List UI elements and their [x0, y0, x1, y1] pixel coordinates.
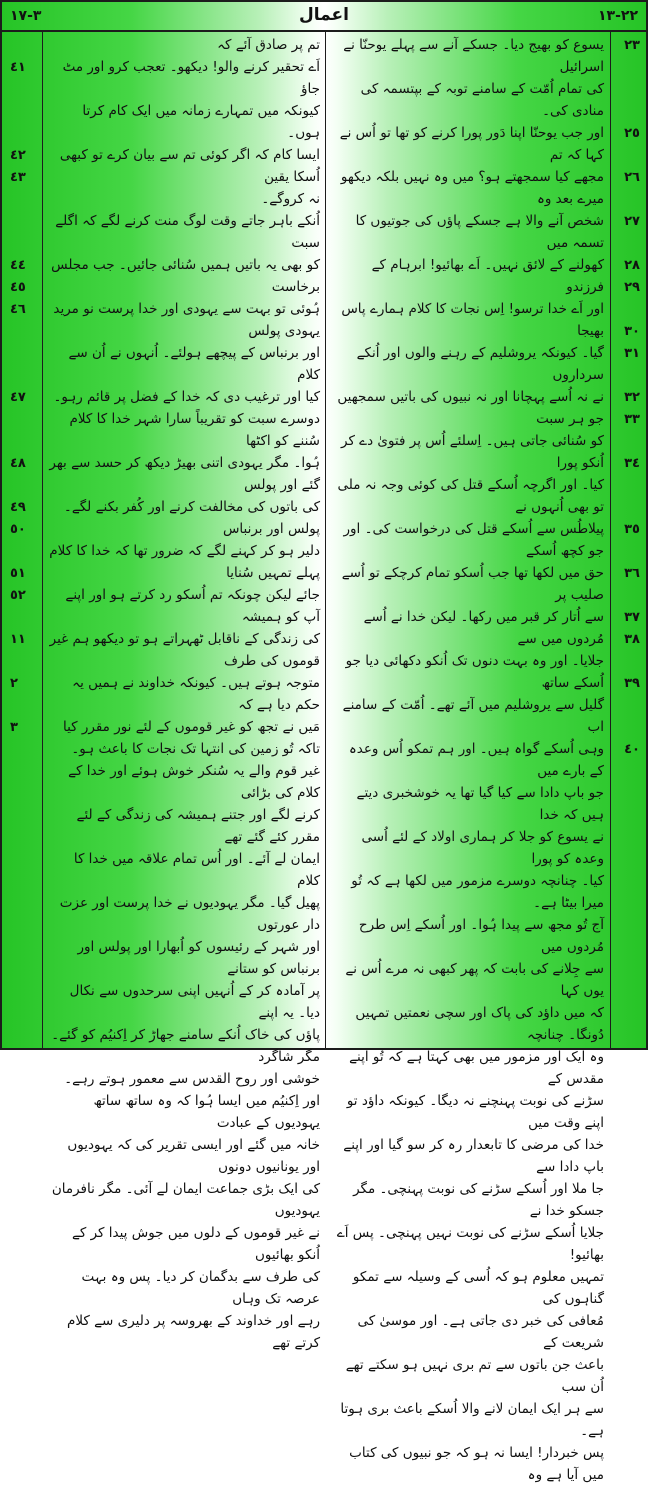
book-title: اعمال — [299, 5, 349, 25]
text-line: یسوع کو بھیج دیا۔ جسکے آنے سے پہلے یوحنّا نے اسرائیل — [343, 37, 604, 75]
left-text-column — [48, 34, 320, 1351]
text-line: پس خبردار! ایسا نہ ہو کہ جو نبیوں کی کتاب میں آیا ہے وہ — [349, 1445, 604, 1483]
verse-number: ٢٥ — [624, 126, 640, 141]
verse-number: ٥٠ — [10, 522, 26, 537]
verse-number: ٥٢ — [10, 588, 26, 603]
verse-number: ٣١ — [624, 346, 640, 361]
text-line: تم پر صادق آئے کہ — [217, 37, 320, 53]
right-margin-divider — [610, 30, 611, 1048]
verse-number: ٣٧ — [624, 610, 640, 625]
left-margin-divider — [42, 30, 43, 1048]
text-line: جا ملا اور اُسکے سڑنے کی نوبت پہنچی۔ مگر جسکو خدا نے — [353, 1181, 604, 1219]
verse-number: ٣ — [10, 720, 18, 735]
verse-number: ٢٣ — [624, 38, 640, 53]
chapter-verse-range-right: ٢٢-١٣ — [598, 8, 638, 24]
text-line: کیا۔ اور اگرچہ اُسکے قتل کی کوئی وجہ نہ ملی تو بھی اُنہوں نے — [337, 477, 604, 515]
text-line: اَے تحقیر کرنے والو! دیکھو۔ تعجب کرو اور مٹ جاؤ — [62, 59, 320, 97]
text-line: جائے لیکن چونکہ تم اُسکو رد کرتے ہو اور اپنے آپ کو ہمیشہ — [65, 587, 320, 625]
text-line: خانہ میں گئے اور ایسی تقریر کی کہ یہودیوں اور یونانیوں دونوں — [67, 1137, 320, 1175]
text-line: کی زندگی کے ناقابل ٹھہراتے ہو تو دیکھو ہم غیر قوموں کی طرف — [49, 631, 320, 669]
text-line: خوشی اور روح القدس سے معمور ہوتے رہے۔ — [64, 1071, 320, 1087]
text-line: جلایا اُسکے سڑنے کی نوبت نہیں پہنچی۔ پس اَے بھائیو! — [336, 1225, 604, 1263]
chapter-verse-range-left: ٣-١٧ — [10, 8, 42, 24]
text-line: مَیں نے تجھ کو غیر قوموں کے لئے نور مقرر کیا — [62, 719, 320, 735]
right-text-column — [332, 34, 604, 1483]
text-line: اُنکے باہر جاتے وقت لوگ منت کرنے لگے کہ اگلے سبت — [55, 213, 320, 251]
text-line: نے غیر قوموں کے دلوں میں جوش پیدا کر کے اُنکو بھائیوں — [71, 1225, 320, 1263]
verse-number: ٢ — [10, 676, 18, 691]
text-line: تمہیں معلوم ہو کہ اُسی کے وسیلہ سے تمکو گناہوں کی — [352, 1269, 604, 1307]
text-line: جلایا۔ اور وہ بہت دنوں تک اُنکو دکھائی دیا جو اُسکے ساتھ — [345, 653, 604, 691]
verse-number: ٣٢ — [624, 390, 640, 405]
text-line: کرنے لگے اور جتنے ہمیشہ کی زندگی کے لئے مقرر کئے گئے تھے — [76, 807, 320, 845]
text-line: دلیر ہو کر کہنے لگے کہ ضرور تھا کہ خدا کا کلام پہلے تمہیں سُنایا — [49, 543, 320, 581]
verse-number: ٤٧ — [10, 390, 26, 405]
text-line: پھیل گیا۔ مگر یہودیوں نے خدا پرست اور عزت دار عورتوں — [59, 895, 320, 933]
text-line: مجھے کیا سمجھتے ہو؟ میں وہ نہیں بلکہ دیکھو میرے بعد وہ — [340, 169, 604, 207]
text-line: اور اَے خدا ترسو! اِس نجات کا کلام ہمارے پاس بھیجا — [341, 301, 604, 339]
verse-number: ٣٠ — [624, 324, 640, 339]
text-line: سے ہر ایک ایمان لانے والا اُسکے باعث بری ہوتا ہے۔ — [340, 1401, 604, 1439]
text-line: ایسا کام کہ اگر کوئی تم سے بیان کرے تو کبھی اُسکا یقین — [59, 147, 320, 185]
verse-number: ٤١ — [10, 60, 26, 75]
verse-number: ٣٩ — [624, 676, 640, 691]
verse-number: ٥١ — [10, 566, 26, 581]
text-line: وہی اُسکے گواہ ہیں۔ اور ہم تمکو اُس وعدہ کے بارے میں — [348, 741, 604, 779]
text-line: تاکہ تُو زمین کی انتہا تک نجات کا باعث ہو۔ — [71, 741, 320, 757]
text-line: کو سُنائی جاتی ہیں۔ اِسلئے اُس پر فتویٰ دے کر اُنکو پورا — [341, 433, 604, 471]
text-line: نہ کروگے۔ — [261, 191, 320, 207]
verse-number: ٤٢ — [10, 148, 26, 163]
verse-number: ٣٤ — [624, 456, 640, 471]
text-line: ہُوئی تو بہت سے یہودی اور خدا پرست نو مرید یہودی پولس — [53, 301, 320, 339]
text-line: کی طرف سے بدگمان کر دیا۔ پس وہ بہت عرصہ تک وہاں — [81, 1269, 320, 1307]
verse-number: ٤٠ — [624, 742, 640, 757]
text-line: شخص آنے والا ہے جسکے پاؤں کی جوتیوں کا تسمہ میں — [355, 213, 604, 251]
text-line: پیلاطُس سے اُسکے قتل کی درخواست کی۔ اور جو کچھ اُسکے — [343, 521, 604, 559]
text-line: نے نہ اُسے پہچانا اور نہ نبیوں کی باتیں سمجھیں جو ہر سبت — [337, 389, 604, 427]
verse-number: ٤٨ — [10, 456, 26, 471]
column-divider — [325, 30, 326, 1048]
text-line: اور برنباس کے پیچھے ہولئے۔ اُنہوں نے اُن سے کلام — [68, 345, 320, 383]
verse-number: ٤٥ — [10, 280, 26, 295]
text-line: سے جِلانے کی بابت کہ پھر کبھی نہ مرے اُس نے یوں کہا — [345, 961, 604, 999]
text-line: دوسرے سبت کو تقریباً سارا شہر خدا کا کلام سُننے کو اکٹھا — [69, 411, 320, 449]
verse-number: ٣٨ — [624, 632, 640, 647]
text-line: متوجہ ہوتے ہیں۔ کیونکہ خداوند نے ہمیں یہ حکم دیا ہے کہ — [72, 675, 320, 713]
text-line: کی باتوں کی مخالفت کرنے اور کُفر بکنے لگے۔ پولس اور برنباس — [63, 499, 320, 537]
text-line: غیر قوم والے یہ سُنکر خوش ہوئے اور خدا کے کلام کی بڑائی — [68, 763, 320, 801]
text-line: سڑنے کی نوبت پہنچنے نہ دیگا۔ کیونکہ داؤد تو اپنے وقت میں — [346, 1093, 604, 1131]
text-line: کہ میں داؤد کی پاک اور سچی نعمتیں تمہیں دُونگا۔ چنانچہ — [355, 1005, 604, 1043]
text-line: کی ایک بڑی جماعت ایمان لے آئی۔ مگر نافرمان یہودیوں — [51, 1181, 320, 1219]
verse-number: ٣٦ — [624, 566, 640, 581]
text-line: ایمان لے آئے۔ اور اُس تمام علاقہ میں خدا کا کلام — [73, 851, 320, 889]
text-line: گلیل سے یروشلیم میں آئے تھے۔ اُمّت کے سامنے اب — [342, 697, 604, 735]
page-header — [2, 2, 646, 32]
text-line: ہُوا۔ مگر یہودی اتنی بھیڑ دیکھ کر حسد سے بھر گئے اور پولس — [49, 455, 320, 493]
verse-number: ٢٩ — [624, 280, 640, 295]
verse-number: ١١ — [10, 632, 26, 647]
text-line: سے اُتار کر قبر میں رکھا۔ لیکن خدا نے اُسے مُردوں میں سے — [363, 609, 604, 647]
text-line: اور جب یوحنّا اپنا دَور پورا کرنے کو تھا تو اُس نے کہا کہ تم — [339, 125, 604, 163]
text-line: کھولنے کے لائق نہیں۔ اَے بھائیو! ابرہام کے فرزندو — [371, 257, 604, 295]
text-line: آج تُو مجھ سے پیدا ہُوا۔ اور اُسکے اِس طرح مُردوں میں — [358, 917, 604, 955]
text-line: حق میں لکھا تھا جب اُسکو تمام کرچکے تو اُسے صلیب پر — [341, 565, 604, 603]
text-line: گیا۔ کیونکہ یروشلیم کے رہنے والوں اور اُنکے سرداروں — [356, 345, 604, 383]
text-line: مُعافی کی خبر دی جاتی ہے۔ اور موسیٰ کی شریعت کے — [357, 1313, 604, 1351]
text-line: کیا۔ چنانچہ دوسرے مزمور میں لکھا ہے کہ تُو میرا بیٹا ہے۔ — [351, 873, 604, 911]
text-line: جو باپ دادا سے کیا گیا تھا یہ خوشخبری دیتے ہیں کہ خدا — [356, 785, 604, 823]
text-line: کیونکہ میں تمہارے زمانہ میں ایک کام کرتا ہوں۔ — [82, 103, 320, 141]
verse-number: ٢٦ — [624, 170, 640, 185]
verse-number: ٤٣ — [10, 170, 26, 185]
text-line: رہے اور خداوند کے بھروسہ پر دلیری سے کلام کرتے تھے — [67, 1313, 320, 1351]
text-line: کی تمام اُمّت کے سامنے توبہ کے بپتسمہ کی منادی کی۔ — [360, 81, 604, 119]
verse-number: ٢٧ — [624, 214, 640, 229]
verse-number: ٣٥ — [624, 522, 640, 537]
verse-number: ٢٨ — [624, 258, 640, 273]
verse-number: ٤٩ — [10, 500, 26, 515]
verse-number: ٤٤ — [10, 258, 26, 273]
text-line: وہ ایک اور مزمور میں بھی کہتا ہے کہ تُو اپنے مقدس کے — [349, 1049, 604, 1087]
text-line: پر آمادہ کر کے اُنہیں اپنی سرحدوں سے نکال دیا۔ یہ اپنے — [69, 983, 320, 1021]
text-line: خدا کی مرضی کا تابعدار رہ کر سو گیا اور اپنے باپ دادا سے — [343, 1137, 604, 1175]
text-line: اور شہر کے رئیسوں کو اُبھارا اور پولس اور برنباس کو ستانے — [77, 939, 320, 977]
verse-number: ٣٣ — [624, 412, 640, 427]
text-line: کو بھی یہ باتیں ہمیں سُنائی جائیں۔ جب مجلس برخاست — [51, 257, 320, 295]
text-line: اور اِکنیُم میں ایسا ہُوا کہ وہ ساتھ ساتھ یہودیوں کے عبادت — [93, 1093, 320, 1131]
verse-number: ٤٦ — [10, 302, 26, 317]
text-line: کیا اور ترغیب دی کہ خدا کے فضل پر قائم رہو۔ — [53, 389, 320, 405]
text-line: باعث جن باتوں سے تم بری نہیں ہو سکتے تھے اُن سب — [345, 1357, 604, 1395]
text-line: نے یسوع کو جلا کر ہماری اولاد کے لئے اُسی وعدہ کو پورا — [361, 829, 604, 867]
text-line: پاؤں کی خاک اُنکے سامنے جھاڑ کر اِکنیُم کو گئے۔ مگر شاگرد — [51, 1027, 320, 1065]
